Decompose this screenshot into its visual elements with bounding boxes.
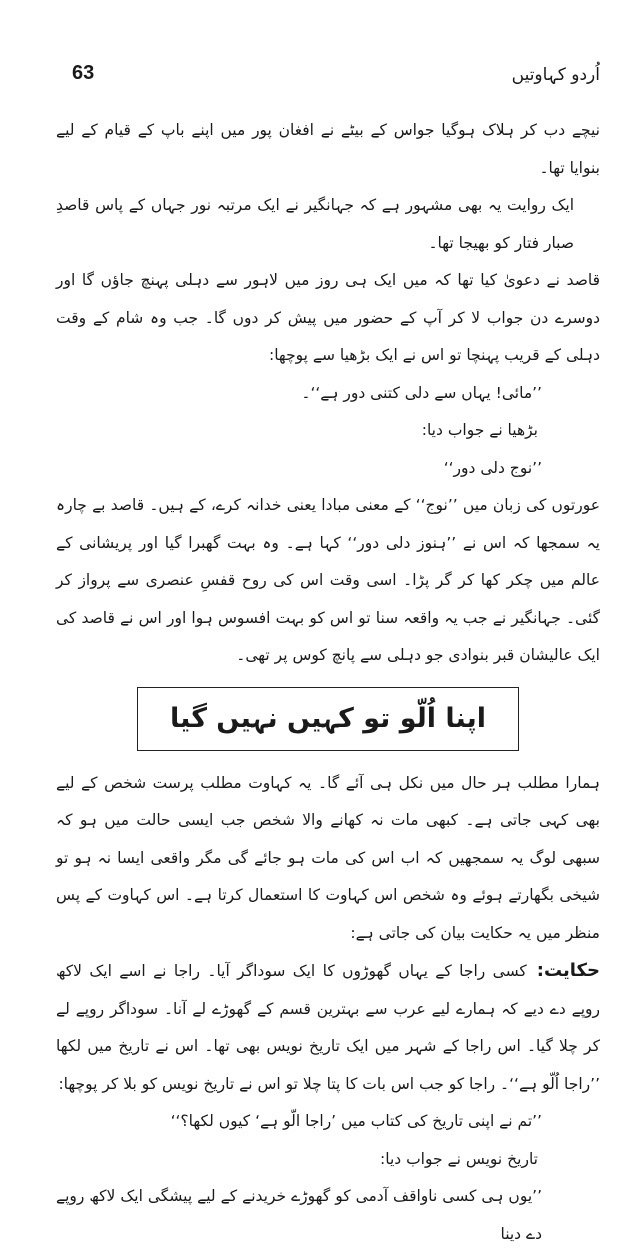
paragraph: قاصد نے دعویٰ کیا تھا کہ میں ایک ہی روز میں لاہور سے دہلی پہنچ جاؤں گا اور دوسرے دن جواب لا کر آپ کے حضور میں پیش کر دوں گا۔ جب وہ شام کے وقت دہلی کے قریب پہنچا تو اس نے ایک بڑھیا سے پوچھا:: [56, 271, 600, 364]
quotation: ’’نوج دلی دور‘‘: [443, 458, 542, 477]
paragraph: [56, 952, 600, 1103]
proverb-title-box: [137, 687, 519, 751]
page-body: [56, 112, 600, 1253]
paragraph: نیچے دب کر ہلاک ہوگیا جواس کے بیٹے نے افغان پور میں اپنے باپ کے قیام کے لیے بنوایا تھا۔: [56, 121, 600, 177]
running-header: اُردو کہاوتیں: [511, 65, 600, 85]
paragraph: ہمارا مطلب ہر حال میں نکل ہی آئے گا۔ یہ کہاوت مطلب پرست شخص کے لیے بھی کہی جاتی ہے۔ کبھی مات نہ کھانے والا شخص جب ایسی حالت میں ہو کہ سبھی لوگ یہ سمجھیں کہ اب اس کی مات ہو جائے گی مگر واقعی ایسا نہ ہو تو شیخی بگھارتے ہوئے وہ شخص اس کہاوت کا استعمال کرتا ہے۔ اس کہاوت کے پس منظر میں یہ حکایت بیان کی جاتی ہے:: [56, 773, 600, 942]
paragraph: ایک روایت یہ بھی مشہور ہے کہ جہانگیر نے ایک مرتبہ نور جہاں کے پاس قاصدِ صبار فتار کو بھیجا تھا۔: [56, 196, 574, 252]
quotation: ’’یوں ہی کسی ناواقف آدمی کو گھوڑے خریدنے کے لیے پیشگی ایک لاکھ روپے دے دینا: [56, 1187, 542, 1243]
quotation: ’’تم نے اپنی تاریخ کی کتاب میں ’راجا الّو ہے‘ کیوں لکھا؟‘‘: [170, 1112, 542, 1130]
quotation: ’’مائی! یہاں سے دلی کتنی دور ہے‘‘۔: [301, 383, 542, 402]
page-number: 63: [72, 62, 95, 84]
hikayat-label: حکایت:: [536, 960, 600, 981]
reply-intro: بڑھیا نے جواب دیا:: [421, 421, 538, 439]
paragraph: عورتوں کی زبان میں ’’نوج‘‘ کے معنی مبادا یعنی خدانہ کرے، کے ہیں۔ قاصد بے چارہ یہ سمجھا کہ اس نے ’’ہنوز دلی دور‘‘ کہا ہے۔ وہ بہت گھبرا گیا اور پریشانی کے عالم میں چکر کھا کر گر پڑا۔ اسی وقت اس کی روح قفسِ عنصری سے پرواز کر گئی۔ جہانگیر نے جب یہ واقعہ سنا تو اس کو بہت افسوس ہوا اور اس نے قاصد کی ایک عالیشان قبر بنوادی جو دہلی سے پانچ کوس پر تھی۔: [56, 496, 600, 664]
hikayat-text: کسی راجا کے یہاں گھوڑوں کا ایک سوداگر آیا۔ راجا نے اسے ایک لاکھ روپے دے دیے کہ ہمارے لیے عرب سے بہترین قسم کے گھوڑے لے آنا۔ سوداگر روپے لے کر چلا گیا۔ اس راجا کے شہر میں ایک تاریخ نویس بھی تھا۔ اس نے تاریخ میں لکھا ’’راجا اُلّو ہے‘‘۔ راجا کو جب اس بات کا پتا چلا تو اس نے تاریخ نویس کو بلا کر پوچھا:: [56, 962, 600, 1093]
reply-intro: تاریخ نویس نے جواب دیا:: [380, 1149, 538, 1168]
proverb-title: اپنا اُلّو تو کہیں نہیں گیا: [170, 702, 486, 734]
